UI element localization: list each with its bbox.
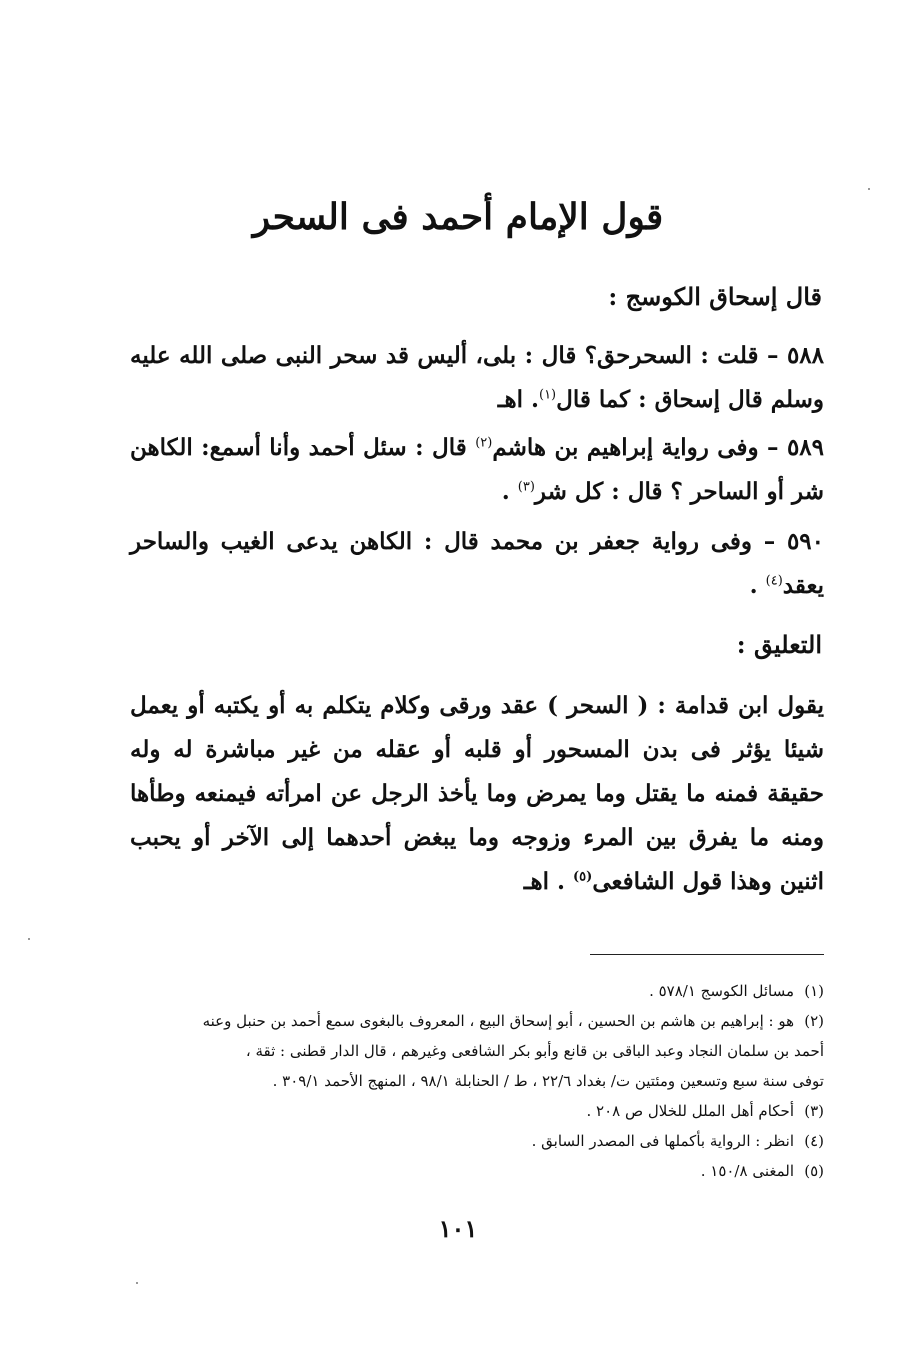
footnote-4 bbox=[124, 1128, 824, 1154]
narration-589 bbox=[130, 426, 824, 514]
narration-end: . اهـ bbox=[497, 386, 539, 413]
narration-590 bbox=[130, 520, 824, 608]
footnote-text: انظر : الرواية بأكملها فى المصدر السابق . bbox=[531, 1132, 794, 1150]
narrator-intro: قال إسحاق الكوسج : bbox=[608, 282, 822, 311]
narration-number: ٥٨٨ bbox=[786, 342, 824, 369]
footnote-text: مسائل الكوسج ٥٧٨/١ . bbox=[649, 982, 794, 1000]
scan-speck bbox=[868, 188, 870, 190]
footnote-text: هو : إبراهيم بن هاشم بن الحسين ، أبو إسحاق البيع ، المعروف بالبغوى سمع أحمد بن حنبل وعنه bbox=[202, 1012, 794, 1030]
footnote-2 bbox=[124, 1008, 824, 1034]
footnote-mark: (١) bbox=[804, 982, 824, 1000]
footnote-2-line-2 bbox=[154, 1038, 824, 1064]
narration-end: . bbox=[501, 478, 518, 505]
footnote-mark: (٥) bbox=[804, 1162, 824, 1180]
commentary-heading: التعليق : bbox=[736, 630, 822, 659]
footnote-mark: (٢) bbox=[804, 1012, 824, 1030]
narration-number: ٥٨٩ bbox=[786, 434, 824, 461]
narration-number: ٥٩٠ bbox=[786, 528, 824, 555]
narration-text: – وفى رواية إبراهيم بن هاشم bbox=[492, 434, 787, 461]
footnote-text: توفى سنة سبع وتسعين ومئتين ت/ بغداد ٢٢/٦ ، ط / الحنابلة ٩٨/١ ، المنهج الأحمد ٣٠٩/١ . bbox=[272, 1072, 824, 1090]
narration-text: – وفى رواية جعفر بن محمد قال : الكاهن يدعى الغيب والساحر يعقد bbox=[130, 528, 824, 599]
footnote-text: أحكام أهل الملل للخلال ص ٢٠٨ . bbox=[586, 1102, 794, 1120]
footnote-mark: (٣) bbox=[804, 1102, 824, 1120]
footnote-ref[interactable]: (٣) bbox=[517, 479, 535, 495]
footnote-ref[interactable]: (٥) bbox=[573, 869, 593, 885]
narration-end: . bbox=[749, 572, 766, 599]
footnote-ref[interactable]: (٢) bbox=[475, 435, 493, 451]
footnote-ref[interactable]: (٤) bbox=[765, 573, 783, 589]
footnote-3 bbox=[124, 1098, 824, 1124]
footnote-2-line-3 bbox=[154, 1068, 824, 1094]
scan-speck bbox=[136, 1282, 138, 1284]
narration-text: قال : سئل أحمد وأنا أسمع: الكاهن شر أو الساحر ؟ قال : كل شر bbox=[130, 434, 824, 505]
footnote-divider bbox=[590, 954, 824, 955]
commentary-end: . اهـ bbox=[523, 868, 574, 895]
footnote-text: أحمد بن سلمان النجاد وعبد الباقى بن قانع وأبو بكر الشافعى وغيرهم ، قال الدار قطنى : ثقة ، bbox=[245, 1042, 824, 1060]
commentary-text bbox=[130, 684, 824, 904]
narration-588 bbox=[130, 334, 824, 422]
page-title: قول الإمام أحمد فى السحر bbox=[252, 196, 664, 238]
narration-text: – قلت : السحرحق؟ قال : بلى، أليس قد سحر النبى صلى الله عليه وسلم قال إسحاق : كما قال bbox=[130, 342, 824, 413]
footnote-text: المغنى ١٥٠/٨ . bbox=[700, 1162, 794, 1180]
scan-speck bbox=[28, 938, 30, 940]
footnote-1 bbox=[124, 978, 824, 1004]
footnote-mark: (٤) bbox=[804, 1132, 824, 1150]
footnote-ref[interactable]: (١) bbox=[538, 387, 557, 403]
footnote-5 bbox=[124, 1158, 824, 1184]
page-number: ١٠١ bbox=[438, 1214, 478, 1243]
commentary-body: يقول ابن قدامة : ( السحر ) عقد ورقى وكلام يتكلم به أو يكتبه أو يعمل شيئا يؤثر فى بدن المسحور أو قلبه أو عقله من غير مباشرة له وله حقيقة فمنه ما يقتل وما يمرض وما يأخذ الرجل عن امرأته فيمنعه وطأها ومنه ما يفرق بين المرء وزوجه وما يبغض أحدهما إلى الآخر أو يحبب اثنين وهذا قول الشافعى bbox=[130, 692, 824, 895]
